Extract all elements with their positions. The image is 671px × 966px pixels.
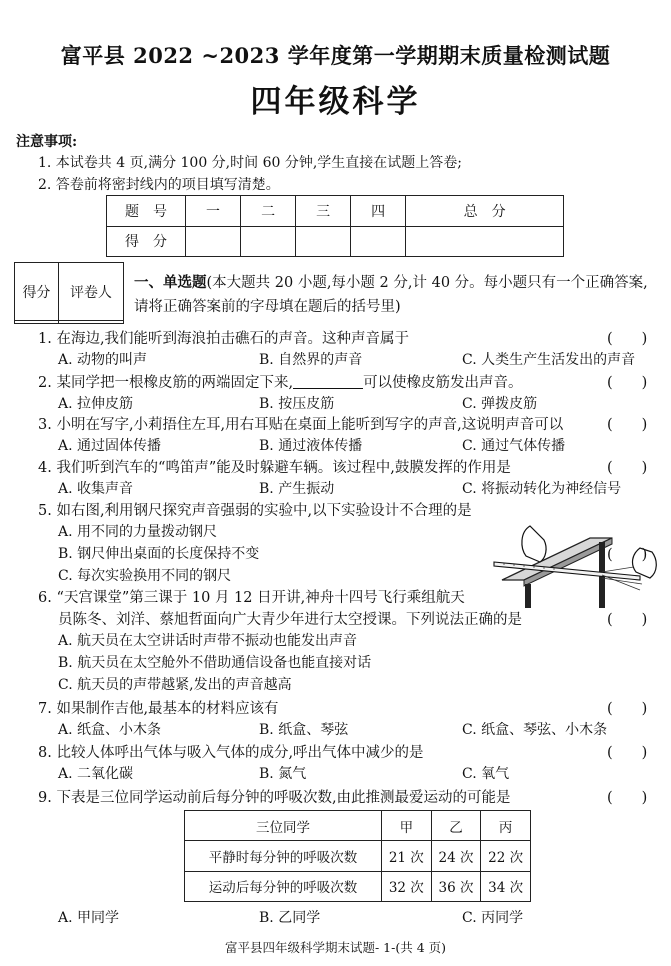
answer-bracket[interactable]: ( ) — [607, 375, 648, 391]
score-table — [106, 195, 564, 257]
option-a: A. 用不同的力量拨动钢尺 — [58, 524, 218, 540]
option-a: A. 二氧化碳 — [58, 766, 134, 782]
score-cell[interactable] — [406, 226, 564, 257]
question-9: 9. 下表是三位同学运动前后每分钟的呼吸次数,由此推测最爱运动的可能是 — [38, 790, 511, 806]
answer-bracket[interactable]: ( ) — [607, 417, 648, 433]
option-c: C. 纸盒、琴弦、小木条 — [462, 722, 608, 738]
table-row — [185, 841, 531, 871]
option-b: B. 钢尺伸出桌面的长度保持不变 — [58, 546, 260, 562]
score-header: 总 分 — [406, 196, 564, 227]
option-a: A. 动物的叫声 — [58, 352, 148, 368]
section-instructions: (本大题共 20 小题,每小题 2 分,计 40 分。每小题只有一个正确答案,请将正确答案前的字母填在题后的括号里) — [134, 275, 648, 315]
breath-cell: 36 次 — [431, 871, 481, 901]
question-5: 5. 如右图,利用钢尺探究声音强弱的实验中,以下实验设计不合理的是 — [38, 503, 472, 519]
subject-title: 四年级科学 — [250, 84, 421, 120]
answer-bracket[interactable]: ( ) — [607, 790, 648, 806]
table-row — [185, 871, 531, 901]
steel-ruler-illustration — [490, 518, 660, 610]
option-c: C. 通过气体传播 — [462, 438, 566, 454]
breath-cell: 22 次 — [481, 841, 531, 871]
option-b: B. 航天员在太空舱外不借助通信设备也能直接对话 — [58, 655, 372, 671]
answer-bracket[interactable]: ( ) — [607, 331, 648, 347]
option-c: C. 将振动转化为神经信号 — [462, 481, 622, 497]
question-4: 4. 我们听到汽车的“鸣笛声”能及时躲避车辆。该过程中,鼓膜发挥的作用是 — [38, 460, 511, 476]
answer-bracket[interactable]: ( ) — [607, 745, 648, 761]
answer-bracket[interactable]: ( ) — [607, 701, 648, 717]
option-b: B. 乙同学 — [259, 910, 321, 926]
option-b: B. 自然界的声音 — [259, 352, 363, 368]
hand-pressing-icon — [522, 526, 546, 562]
option-b: B. 纸盒、琴弦 — [259, 722, 349, 738]
breath-cell: 24 次 — [431, 841, 481, 871]
score-cell[interactable] — [241, 226, 296, 257]
option-a: A. 航天员在太空讲话时声带不振动也能发出声音 — [58, 633, 358, 649]
option-a: A. 拉伸皮筋 — [58, 396, 134, 412]
question-2 — [38, 371, 523, 392]
score-row-label: 得 分 — [107, 226, 186, 257]
grader-score-label: 得分 — [15, 263, 59, 321]
breathing-table — [184, 810, 531, 902]
notes-heading: 注意事项: — [16, 134, 78, 150]
score-header: 四 — [351, 196, 406, 227]
option-c: C. 氧气 — [462, 766, 510, 782]
breath-header: 甲 — [382, 811, 432, 841]
option-a: A. 收集声音 — [58, 481, 134, 497]
breath-header: 三位同学 — [185, 811, 382, 841]
question-6-line1: 6. “天宫课堂”第三课于 10 月 12 日开讲,神舟十四号飞行乘组航天 — [38, 590, 465, 606]
option-c: C. 弹拨皮筋 — [462, 396, 538, 412]
exam-title: 富平县 2022 ~2023 学年度第一学期期末质量检测试题 — [60, 43, 611, 68]
section-heading — [134, 271, 660, 319]
note-item: 2. 答卷前将密封线内的项目填写清楚。 — [38, 177, 280, 193]
option-c: C. 航天员的声带越紧,发出的声音越高 — [58, 677, 292, 693]
breath-header: 乙 — [431, 811, 481, 841]
grader-box — [14, 262, 124, 324]
grader-label: 评卷人 — [58, 263, 123, 321]
option-b: B. 通过液体传播 — [259, 438, 363, 454]
breath-cell: 21 次 — [382, 841, 432, 871]
option-a: A. 甲同学 — [58, 910, 120, 926]
score-header: 题 号 — [107, 196, 186, 227]
option-c: C. 人类生产生活发出的声音 — [462, 352, 636, 368]
fill-blank[interactable] — [293, 374, 363, 389]
option-a: A. 纸盒、小木条 — [58, 722, 162, 738]
answer-bracket[interactable]: ( ) — [607, 547, 648, 563]
option-c: C. 丙同学 — [462, 910, 524, 926]
score-cell[interactable] — [351, 226, 406, 257]
page-footer: 富平县四年级科学期末试题- 1-(共 4 页) — [224, 940, 447, 955]
option-b: B. 产生振动 — [259, 481, 335, 497]
question-8: 8. 比较人体呼出气体与吸入气体的成分,呼出气体中减少的是 — [38, 745, 424, 761]
grader-cell[interactable] — [58, 321, 123, 324]
breath-header: 丙 — [481, 811, 531, 841]
score-header: 一 — [186, 196, 241, 227]
option-b: B. 氮气 — [259, 766, 307, 782]
question-6-line2: 员陈冬、刘洋、蔡旭哲面向广大青少年进行太空授课。下列说法正确的是 — [58, 612, 522, 628]
score-header: 三 — [296, 196, 351, 227]
question-stem: 可以使橡皮筋发出声音。 — [363, 375, 523, 391]
score-header: 二 — [241, 196, 296, 227]
question-7: 7. 如果制作吉他,最基本的材料应该有 — [38, 701, 279, 717]
question-1: 1. 在海边,我们能听到海浪拍击礁石的声音。这种声音属于 — [38, 331, 410, 347]
section-title: 一、单选题 — [134, 274, 207, 291]
answer-bracket[interactable]: ( ) — [607, 612, 648, 628]
option-a: A. 通过固体传播 — [58, 438, 162, 454]
score-cell[interactable] — [296, 226, 351, 257]
question-stem: 2. 某同学把一根橡皮筋的两端固定下来, — [38, 375, 294, 391]
note-item: 1. 本试卷共 4 页,满分 100 分,时间 60 分钟,学生直接在试题上答卷; — [38, 155, 463, 171]
question-3: 3. 小明在写字,小莉捂住左耳,用右耳贴在桌面上能听到写字的声音,这说明声音可以 — [38, 417, 564, 433]
answer-bracket[interactable]: ( ) — [607, 460, 648, 476]
grader-score-cell[interactable] — [15, 321, 59, 324]
score-cell[interactable] — [186, 226, 241, 257]
breath-cell: 32 次 — [382, 871, 432, 901]
breath-cell: 平静时每分钟的呼吸次数 — [185, 841, 382, 871]
breath-cell: 34 次 — [481, 871, 531, 901]
option-c: C. 每次实验换用不同的钢尺 — [58, 568, 232, 584]
breath-cell: 运动后每分钟的呼吸次数 — [185, 871, 382, 901]
option-b: B. 按压皮筋 — [259, 396, 335, 412]
